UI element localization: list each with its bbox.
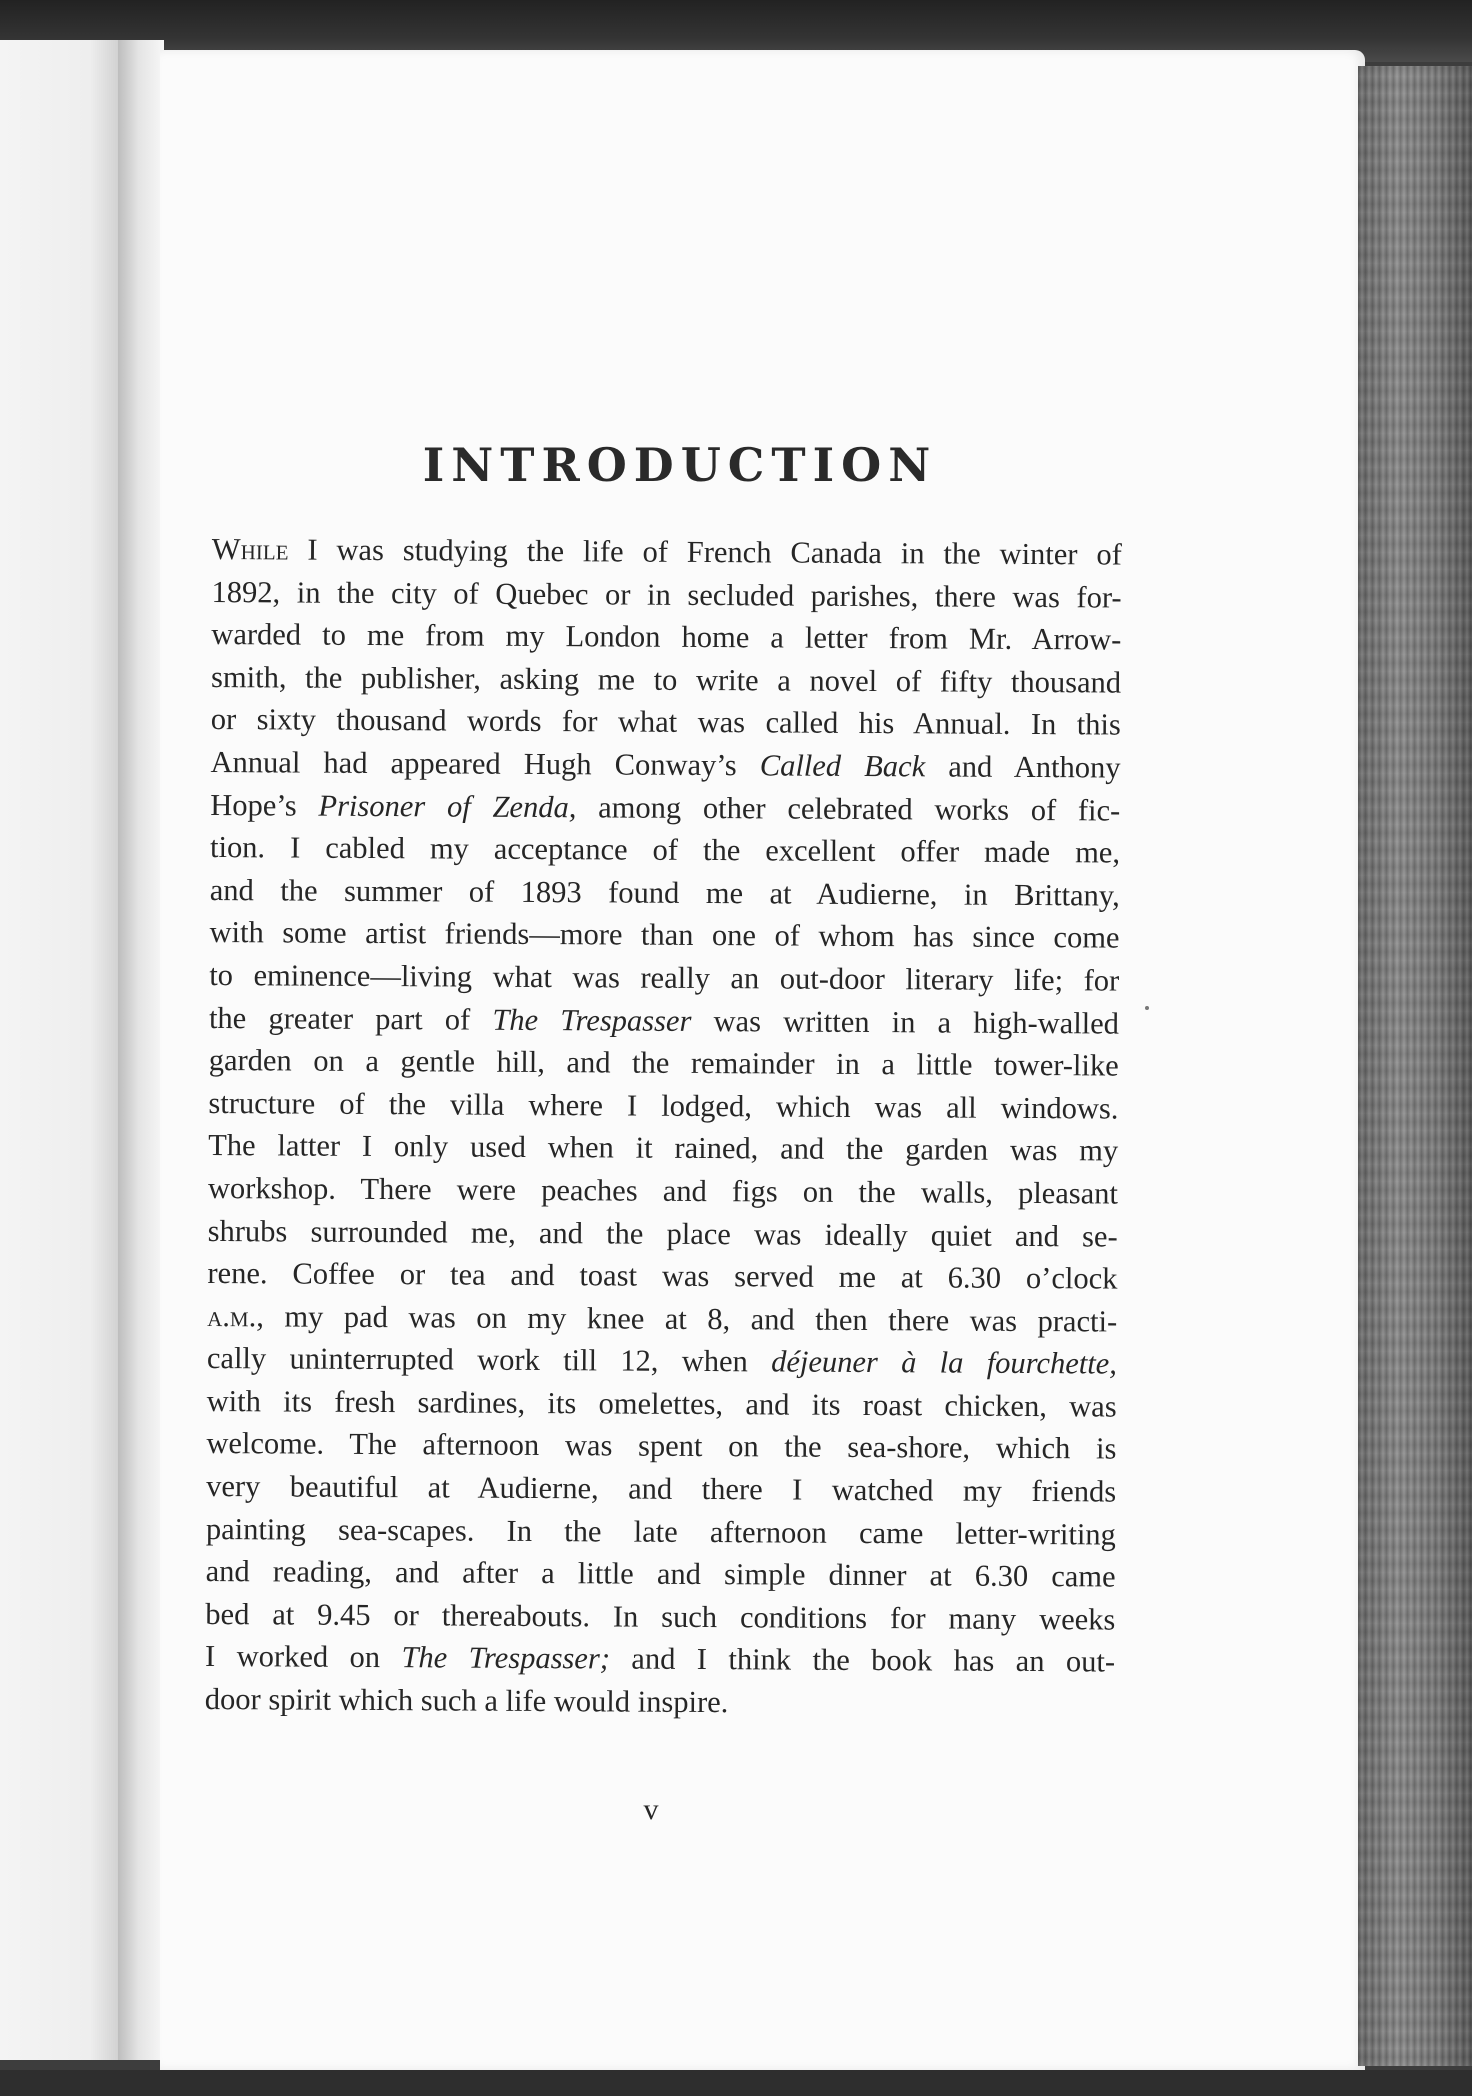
line-text: and the summer of 1893 found me at Audierne, in Brittany, <box>209 872 1120 913</box>
book-gutter <box>118 40 164 2060</box>
text-line <box>209 954 1119 1002</box>
line-text: the greater part of <box>208 1000 493 1037</box>
text-line <box>209 997 1119 1045</box>
line-text: garden on a gentle hill, and the remainder in a little tower-like <box>208 1043 1119 1083</box>
line-text: very beautiful at Audierne, and there I watched my friends <box>206 1469 1117 1509</box>
line-tail: was written in a high-walled <box>691 1003 1120 1041</box>
text-line <box>210 784 1120 832</box>
text-line <box>205 1635 1115 1683</box>
text-line <box>206 1465 1116 1513</box>
text-line <box>210 741 1120 789</box>
small-caps-lead: a.m. <box>207 1298 257 1333</box>
line-text: workshop. There were peaches and figs on the walls, pleasant <box>207 1170 1119 1211</box>
italic-title: déjeuner à la fourchette, <box>771 1344 1118 1381</box>
text-line <box>206 1422 1116 1470</box>
line-text: with some artist friends—more than one of whom has since come <box>209 915 1120 955</box>
line-text: with its fresh sardines, its omelettes, and its roast chicken, was <box>206 1383 1117 1424</box>
line-text: I worked on <box>205 1639 402 1675</box>
line-text: structure of the villa where I lodged, which was all windows. <box>208 1085 1119 1126</box>
text-line <box>205 1550 1115 1598</box>
text-line <box>207 1337 1117 1385</box>
text-line <box>210 869 1120 917</box>
text-line <box>208 1124 1118 1172</box>
italic-title: The Trespasser <box>492 1002 692 1038</box>
bottom-shadow <box>0 2070 1472 2096</box>
text-line <box>210 826 1120 874</box>
line-text: smith, the publisher, asking me to write a novel of fifty thousand <box>210 659 1122 700</box>
text-line <box>208 1167 1118 1215</box>
text-line <box>209 1039 1119 1087</box>
line-text: welcome. The afternoon was spent on the sea-shore, which is <box>206 1426 1117 1467</box>
line-text: shrubs surrounded me, and the place was ideally quiet and se- <box>207 1213 1118 1254</box>
italic-title: The Trespasser; <box>401 1640 611 1676</box>
line-text: and reading, and after a little and simple dinner at 6.30 came <box>205 1554 1116 1594</box>
text-line <box>211 656 1121 704</box>
line-text: cally uninterrupted work till 12, when <box>206 1341 772 1379</box>
text-line <box>211 571 1121 619</box>
line-text: door spirit which such a life would inspire. <box>204 1682 729 1720</box>
line-text: painting sea-scapes. In the late afternoon came letter-writing <box>205 1511 1116 1552</box>
line-text: The latter I only used when it rained, and the garden was my <box>208 1128 1119 1168</box>
line-text: or sixty thousand words for what was called his Annual. In this <box>210 702 1121 742</box>
line-text: , my pad was on my knee at 8, and then there was practi- <box>256 1298 1118 1339</box>
page-number: v <box>643 1793 659 1826</box>
text-line <box>207 1380 1117 1428</box>
line-text: Annual had appeared Hugh Conway’s <box>210 744 760 783</box>
line-tail: and Anthony <box>925 749 1121 785</box>
italic-title: Called Back <box>759 748 926 784</box>
text-line <box>211 698 1121 746</box>
page-block-edges <box>1358 66 1472 2066</box>
line-text: to eminence—living what was really an out-door literary life; for <box>209 957 1120 998</box>
line-tail: and I think the book has an out- <box>609 1641 1116 1679</box>
paper-speck <box>1145 1006 1149 1010</box>
text-line <box>211 613 1121 661</box>
small-caps-lead: While <box>211 531 289 567</box>
text-line <box>207 1252 1117 1300</box>
text-line <box>209 911 1119 959</box>
line-text: I was studying the life of French Canada in the winter of <box>288 532 1122 572</box>
text-line <box>205 1593 1115 1641</box>
line-tail: among other celebrated works of fic- <box>576 789 1121 828</box>
text-line <box>208 1082 1118 1130</box>
text-line <box>207 1295 1117 1343</box>
line-text: warded to me from my London home a letter from Mr. Arrow- <box>211 617 1122 657</box>
text-line <box>212 528 1122 576</box>
line-text: bed at 9.45 or thereabouts. In such conditions for many weeks <box>205 1596 1116 1637</box>
text-line <box>208 1209 1118 1257</box>
text-line <box>206 1508 1116 1556</box>
line-text: 1892, in the city of Quebec or in secluded parishes, there was for- <box>211 574 1122 615</box>
line-text: rene. Coffee or tea and toast was served me at 6.30 o’clock <box>207 1256 1118 1296</box>
chapter-heading: INTRODUCTION <box>422 438 938 492</box>
text-line <box>205 1678 1115 1726</box>
line-text: Hope’s <box>210 787 319 823</box>
italic-title: Prisoner of Zenda, <box>318 788 577 824</box>
introduction-body <box>205 528 1122 1726</box>
line-text: tion. I cabled my acceptance of the excellent offer made me, <box>209 830 1121 870</box>
